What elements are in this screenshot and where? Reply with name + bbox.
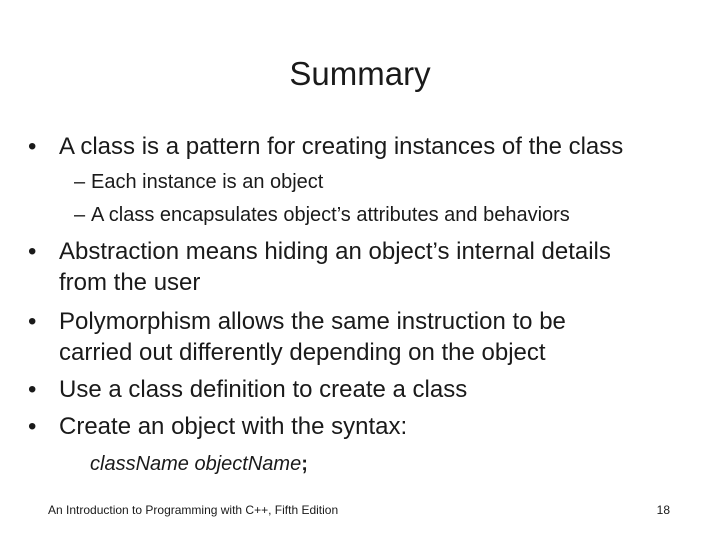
bullet-text bbox=[59, 411, 699, 442]
code-syntax bbox=[90, 450, 308, 478]
bullet-text bbox=[59, 306, 699, 368]
bullet-line: Polymorphism allows the same instruction to be bbox=[59, 308, 566, 335]
footer-page-number: 18 bbox=[656, 503, 670, 517]
sub-bullet-text: Each instance is an object bbox=[91, 171, 324, 193]
bullet-marker: • bbox=[28, 376, 37, 403]
sub-bullet-marker: – bbox=[74, 171, 86, 193]
bullet-line: Abstraction means hiding an object’s internal details bbox=[59, 238, 611, 265]
slide-title: Summary bbox=[289, 55, 431, 92]
bullet-marker: • bbox=[28, 133, 37, 160]
bullet-line: Use a class definition to create a class bbox=[59, 376, 468, 403]
footer-book-title: An Introduction to Programming with C++, Fifth Edition bbox=[48, 503, 339, 517]
bullet-text bbox=[59, 131, 699, 162]
bullet-line: carried out differently depending on the object bbox=[59, 339, 546, 366]
code-syntax-terminator: ; bbox=[301, 453, 308, 475]
sub-bullet-marker: – bbox=[74, 204, 86, 226]
code-syntax-text: className objectName bbox=[90, 453, 302, 475]
bullet-line: A class is a pattern for creating instances of the class bbox=[59, 133, 624, 160]
bullet-text bbox=[59, 236, 699, 298]
bullet-line: Create an object with the syntax: bbox=[59, 413, 408, 440]
bullet-marker: • bbox=[28, 308, 37, 335]
bullet-marker: • bbox=[28, 413, 37, 440]
bullet-text bbox=[59, 374, 699, 405]
bullet-marker: • bbox=[28, 238, 37, 265]
bullet-line: from the user bbox=[59, 269, 201, 296]
sub-bullet-text: A class encapsulates object’s attributes and behaviors bbox=[91, 204, 570, 226]
